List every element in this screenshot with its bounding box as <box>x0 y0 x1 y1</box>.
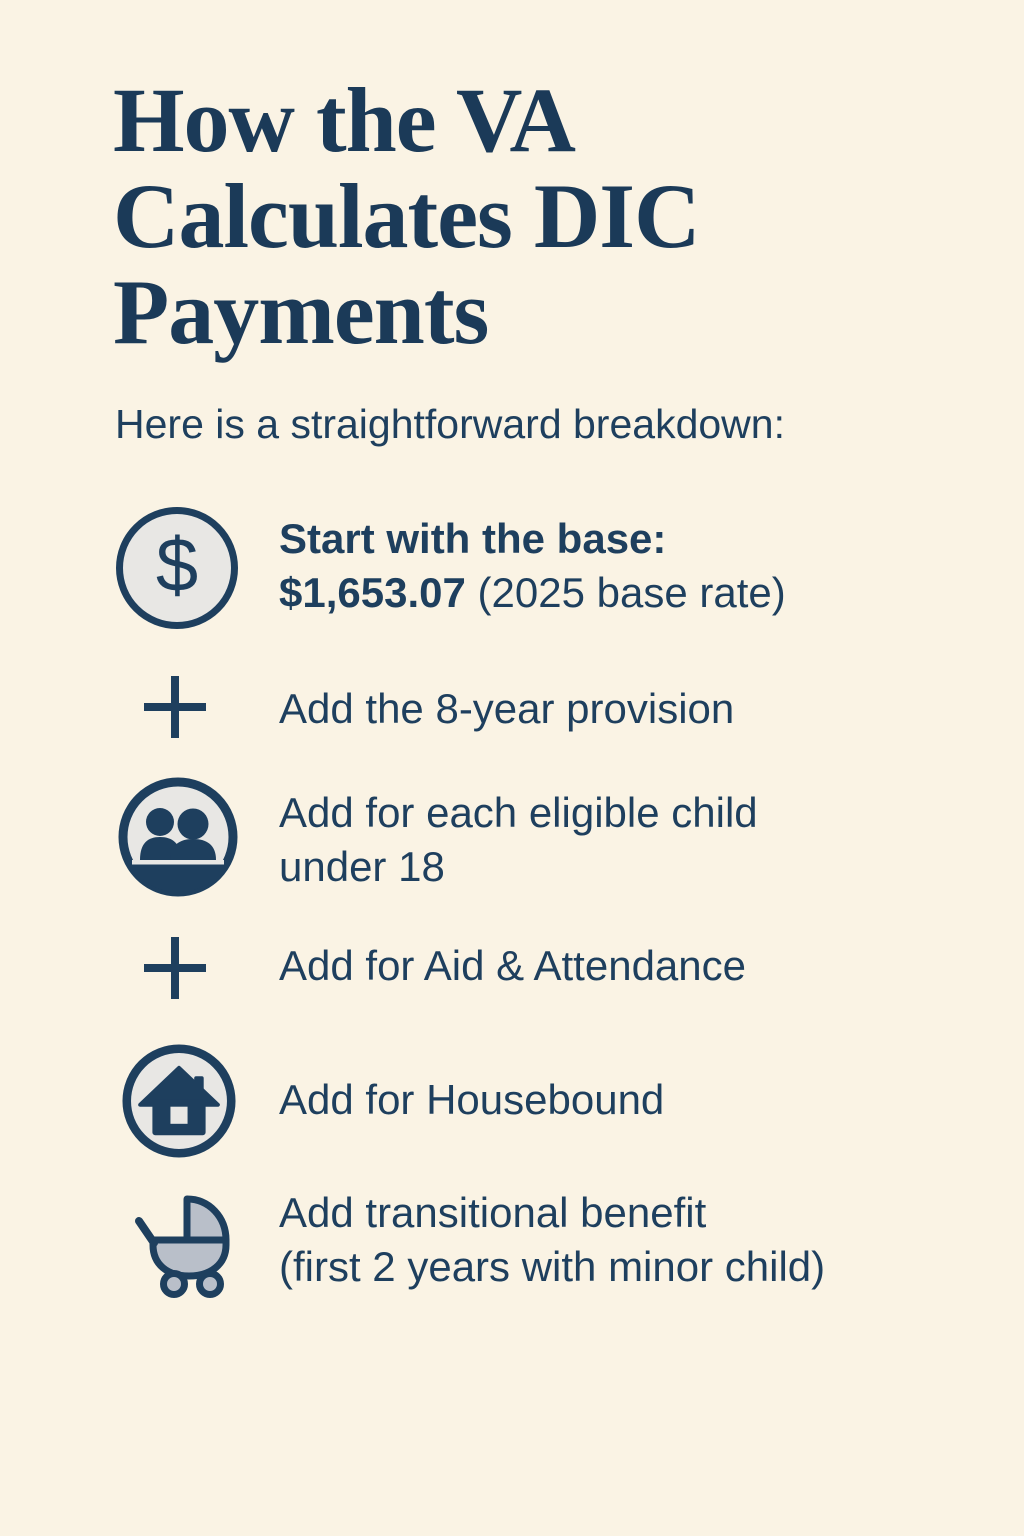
step-8year-text <box>279 682 939 736</box>
step-base-text <box>279 512 939 620</box>
step-children-line2: under 18 <box>279 843 445 890</box>
step-transitional-line2: (first 2 years with minor child) <box>279 1243 826 1290</box>
step-transitional-line1: Add transitional benefit <box>279 1189 707 1236</box>
title-line-2: Calculates DIC <box>113 165 700 267</box>
step-aid-text <box>279 939 939 993</box>
step-aid-line1: Add for Aid & Attendance <box>279 942 747 989</box>
step-children-line1: Add for each eligible child <box>279 789 758 836</box>
people-circle-icon <box>118 777 238 897</box>
step-base-line2: $1,653.07 (2025 base rate) <box>279 569 786 616</box>
step-base-line1: Start with the base: <box>279 515 667 562</box>
step-children-text <box>279 786 939 894</box>
dollar-circle-icon <box>116 507 238 629</box>
page-title <box>113 69 700 363</box>
plus-icon <box>144 676 206 738</box>
step-transitional-text <box>279 1186 939 1294</box>
title-line-1: How the VA <box>113 69 575 171</box>
plus-icon <box>144 937 206 999</box>
step-housebound-line1: Add for Housebound <box>279 1076 665 1123</box>
stroller-icon <box>132 1192 234 1298</box>
step-8year-line1: Add the 8-year provision <box>279 685 735 732</box>
step-housebound-text <box>279 1073 939 1127</box>
title-line-3: Payments <box>113 261 489 363</box>
house-circle-icon <box>122 1044 236 1158</box>
dollar-glyph: $ <box>155 523 199 608</box>
subtitle: Here is a straightforward breakdown: <box>115 401 785 447</box>
